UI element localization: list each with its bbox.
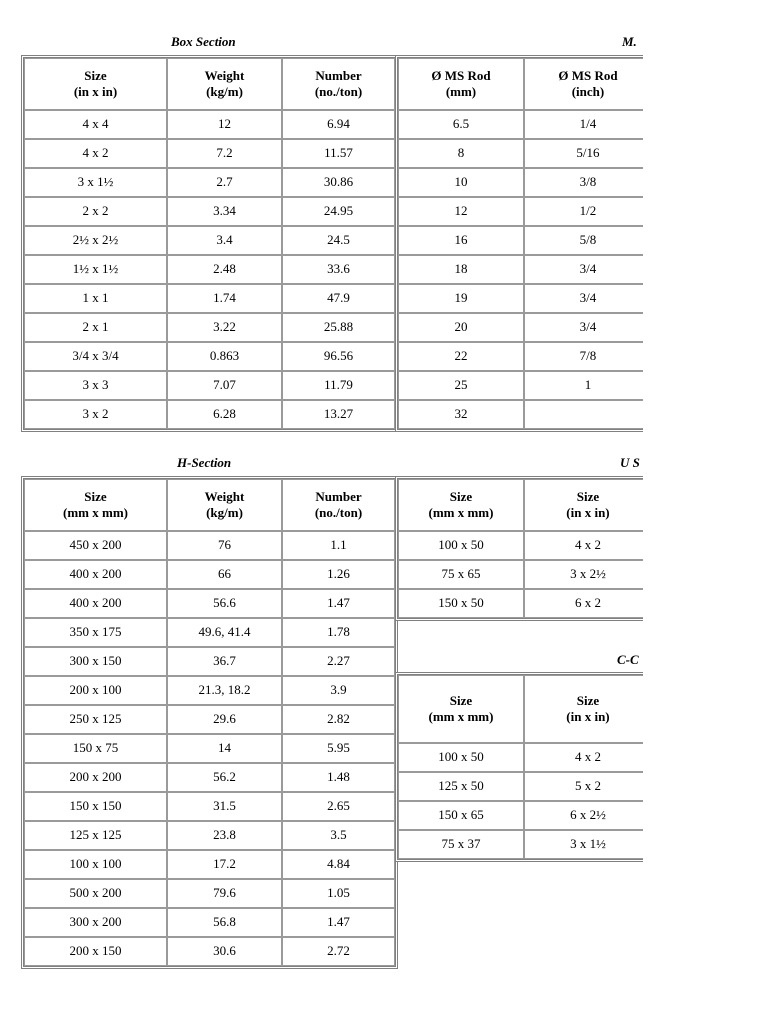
table-cell: 29.6 <box>167 705 282 734</box>
table-cell: 400 x 200 <box>24 589 167 618</box>
table-cell: 6.94 <box>282 110 395 139</box>
table-cell: 1.74 <box>167 284 282 313</box>
table-cell: 16 <box>398 226 524 255</box>
table-cell: 1.47 <box>282 908 395 937</box>
table-row <box>398 110 643 139</box>
table-cell: 66 <box>167 560 282 589</box>
table-row <box>24 531 395 560</box>
column-header <box>282 479 395 531</box>
column-header-title: Ø MS Rod <box>431 67 491 83</box>
column-header <box>524 675 643 743</box>
table-cell: 2.72 <box>282 937 395 966</box>
table-row <box>24 284 395 313</box>
table-cell: 96.56 <box>282 342 395 371</box>
table-cell: 200 x 150 <box>24 937 167 966</box>
table-cell: 31.5 <box>167 792 282 821</box>
table-cell: 4.84 <box>282 850 395 879</box>
table-cell: 1.26 <box>282 560 395 589</box>
table-row <box>398 743 643 772</box>
table-row <box>398 830 643 859</box>
table-row <box>24 850 395 879</box>
column-header-unit: (in x in) <box>566 505 610 520</box>
table-cell: 1 <box>524 371 643 400</box>
table-cell: 23.8 <box>167 821 282 850</box>
c-section-caption: C-C <box>617 652 639 667</box>
table-cell: 500 x 200 <box>24 879 167 908</box>
ms-rod-table <box>395 55 643 432</box>
column-header <box>167 479 282 531</box>
table-row <box>24 226 395 255</box>
column-header-unit: (mm x mm) <box>428 505 494 520</box>
table-cell: 3 x 1½ <box>24 168 167 197</box>
ms-rod-caption: M. <box>622 34 637 49</box>
column-header-unit: (in x in) <box>566 709 610 724</box>
table-row <box>398 589 643 618</box>
table-cell: 2.48 <box>167 255 282 284</box>
column-header-title: Size <box>84 67 107 83</box>
table-cell: 2.27 <box>282 647 395 676</box>
table-row <box>24 618 395 647</box>
table-cell: 6 x 2 <box>524 589 643 618</box>
table-cell: 100 x 100 <box>24 850 167 879</box>
table-cell: 12 <box>167 110 282 139</box>
table-cell: 2 x 1 <box>24 313 167 342</box>
table-cell: 2.65 <box>282 792 395 821</box>
table-cell: 76 <box>167 531 282 560</box>
table-cell: 7.2 <box>167 139 282 168</box>
column-header-title: Weight <box>204 67 245 83</box>
table-row <box>398 226 643 255</box>
table-row <box>398 342 643 371</box>
table-cell: 5.95 <box>282 734 395 763</box>
table-cell: 3.34 <box>167 197 282 226</box>
table-cell: 3 x 2½ <box>524 560 643 589</box>
table-cell: 4 x 2 <box>524 743 643 772</box>
table-cell: 2.82 <box>282 705 395 734</box>
box-section-table <box>21 55 398 432</box>
column-header-title: Size <box>576 488 600 504</box>
table-cell: 19 <box>398 284 524 313</box>
column-header-title: Number <box>315 488 362 504</box>
column-header-unit: (mm) <box>445 84 477 99</box>
table-cell: 200 x 200 <box>24 763 167 792</box>
table-cell: 1.78 <box>282 618 395 647</box>
table-cell: 1.48 <box>282 763 395 792</box>
h-section-table <box>21 476 398 969</box>
table-cell <box>524 400 643 429</box>
table-cell: 300 x 200 <box>24 908 167 937</box>
table-cell: 22 <box>398 342 524 371</box>
table-cell: 30.6 <box>167 937 282 966</box>
table-row <box>24 139 395 168</box>
table-row <box>398 255 643 284</box>
column-header-title: Size <box>576 692 600 708</box>
table-cell: 350 x 175 <box>24 618 167 647</box>
column-header-unit: (no./ton) <box>314 505 363 520</box>
table-cell: 75 x 37 <box>398 830 524 859</box>
table-row <box>24 342 395 371</box>
table-row <box>24 908 395 937</box>
table-cell: 18 <box>398 255 524 284</box>
table-cell: 3.4 <box>167 226 282 255</box>
table-cell: 24.5 <box>282 226 395 255</box>
table-row <box>24 313 395 342</box>
table-cell: 450 x 200 <box>24 531 167 560</box>
column-header-title: Size <box>449 488 473 504</box>
table-row <box>398 371 643 400</box>
column-header <box>398 58 524 110</box>
column-header <box>24 58 167 110</box>
column-header-title: Number <box>315 67 362 83</box>
table-row <box>398 284 643 313</box>
table-row <box>24 792 395 821</box>
table-cell: 8 <box>398 139 524 168</box>
table-cell: 1/2 <box>524 197 643 226</box>
table-row <box>24 371 395 400</box>
table-cell: 4 x 2 <box>24 139 167 168</box>
table-row <box>398 801 643 830</box>
table-cell: 5/8 <box>524 226 643 255</box>
table-cell: 79.6 <box>167 879 282 908</box>
table-cell: 17.2 <box>167 850 282 879</box>
table-cell: 6 x 2½ <box>524 801 643 830</box>
table-row <box>24 937 395 966</box>
table-cell: 200 x 100 <box>24 676 167 705</box>
table-cell: 75 x 65 <box>398 560 524 589</box>
table-cell: 1.1 <box>282 531 395 560</box>
table-cell: 3/4 <box>524 313 643 342</box>
table-cell: 4 x 4 <box>24 110 167 139</box>
column-header <box>167 58 282 110</box>
h-section-caption: H-Section <box>177 455 232 470</box>
column-header <box>282 58 395 110</box>
table-cell: 1 x 1 <box>24 284 167 313</box>
table-cell: 14 <box>167 734 282 763</box>
header-row <box>24 479 395 531</box>
column-header <box>398 675 524 743</box>
column-header <box>398 479 524 531</box>
table-cell: 56.2 <box>167 763 282 792</box>
table-cell: 125 x 50 <box>398 772 524 801</box>
column-header <box>524 479 643 531</box>
table-cell: 21.3, 18.2 <box>167 676 282 705</box>
column-header-title: Size <box>449 692 473 708</box>
column-header-unit: (no./ton) <box>314 84 363 99</box>
column-header <box>524 58 643 110</box>
table-cell: 3/4 x 3/4 <box>24 342 167 371</box>
u-section-caption: U S <box>620 455 640 470</box>
table-row <box>398 168 643 197</box>
column-header-unit: (inch) <box>571 84 605 99</box>
table-cell: 1/4 <box>524 110 643 139</box>
table-cell: 150 x 150 <box>24 792 167 821</box>
column-header-title: Weight <box>204 488 245 504</box>
table-cell: 3 x 1½ <box>524 830 643 859</box>
table-cell: 47.9 <box>282 284 395 313</box>
table-cell: 25.88 <box>282 313 395 342</box>
table-cell: 2 x 2 <box>24 197 167 226</box>
table-row <box>24 560 395 589</box>
table-cell: 300 x 150 <box>24 647 167 676</box>
table-row <box>24 197 395 226</box>
table-row <box>24 110 395 139</box>
table-cell: 7.07 <box>167 371 282 400</box>
table-cell: 24.95 <box>282 197 395 226</box>
table-row <box>398 531 643 560</box>
u-section-table <box>395 476 643 621</box>
table-cell: 125 x 125 <box>24 821 167 850</box>
column-header-title: Size <box>84 488 107 504</box>
table-cell: 3.9 <box>282 676 395 705</box>
column-header-unit: (mm x mm) <box>428 709 494 724</box>
table-cell: 12 <box>398 197 524 226</box>
table-row <box>398 197 643 226</box>
table-cell: 0.863 <box>167 342 282 371</box>
header-row <box>398 58 643 110</box>
table-cell: 150 x 65 <box>398 801 524 830</box>
column-header-unit: (kg/m) <box>206 84 243 99</box>
table-cell: 6.5 <box>398 110 524 139</box>
table-cell: 56.8 <box>167 908 282 937</box>
table-row <box>398 772 643 801</box>
table-row <box>24 879 395 908</box>
table-cell: 150 x 50 <box>398 589 524 618</box>
table-cell: 2½ x 2½ <box>24 226 167 255</box>
header-row <box>24 58 395 110</box>
table-row <box>24 763 395 792</box>
table-cell: 6.28 <box>167 400 282 429</box>
table-row <box>24 647 395 676</box>
table-cell: 13.27 <box>282 400 395 429</box>
table-cell: 3/4 <box>524 284 643 313</box>
box-section-caption: Box Section <box>171 34 236 49</box>
table-cell: 3.22 <box>167 313 282 342</box>
table-cell: 10 <box>398 168 524 197</box>
table-cell: 7/8 <box>524 342 643 371</box>
table-cell: 5/16 <box>524 139 643 168</box>
table-cell: 5 x 2 <box>524 772 643 801</box>
table-cell: 20 <box>398 313 524 342</box>
table-cell: 3.5 <box>282 821 395 850</box>
table-row <box>24 400 395 429</box>
table-row <box>398 313 643 342</box>
table-cell: 3 x 2 <box>24 400 167 429</box>
table-cell: 4 x 2 <box>524 531 643 560</box>
table-cell: 100 x 50 <box>398 531 524 560</box>
table-row <box>398 400 643 429</box>
column-header-unit: (in x in) <box>73 84 118 99</box>
table-cell: 400 x 200 <box>24 560 167 589</box>
table-cell: 3/4 <box>524 255 643 284</box>
table-cell: 1½ x 1½ <box>24 255 167 284</box>
header-row <box>398 675 643 743</box>
table-cell: 56.6 <box>167 589 282 618</box>
header-row <box>398 479 643 531</box>
table-cell: 11.79 <box>282 371 395 400</box>
table-row <box>24 255 395 284</box>
table-cell: 3/8 <box>524 168 643 197</box>
table-cell: 3 x 3 <box>24 371 167 400</box>
table-cell: 2.7 <box>167 168 282 197</box>
table-cell: 32 <box>398 400 524 429</box>
table-row <box>398 139 643 168</box>
table-cell: 30.86 <box>282 168 395 197</box>
table-row <box>24 821 395 850</box>
column-header <box>24 479 167 531</box>
table-cell: 49.6, 41.4 <box>167 618 282 647</box>
column-header-unit: (kg/m) <box>206 505 243 520</box>
column-header-unit: (mm x mm) <box>63 505 128 520</box>
table-cell: 150 x 75 <box>24 734 167 763</box>
table-cell: 250 x 125 <box>24 705 167 734</box>
table-row <box>24 676 395 705</box>
table-row <box>24 168 395 197</box>
table-row <box>24 589 395 618</box>
table-cell: 25 <box>398 371 524 400</box>
table-row <box>24 734 395 763</box>
table-row <box>24 705 395 734</box>
c-section-table <box>395 672 643 862</box>
table-row <box>398 560 643 589</box>
table-cell: 11.57 <box>282 139 395 168</box>
table-cell: 33.6 <box>282 255 395 284</box>
column-header-title: Ø MS Rod <box>558 67 618 83</box>
table-cell: 100 x 50 <box>398 743 524 772</box>
table-cell: 1.05 <box>282 879 395 908</box>
table-cell: 1.47 <box>282 589 395 618</box>
table-cell: 36.7 <box>167 647 282 676</box>
